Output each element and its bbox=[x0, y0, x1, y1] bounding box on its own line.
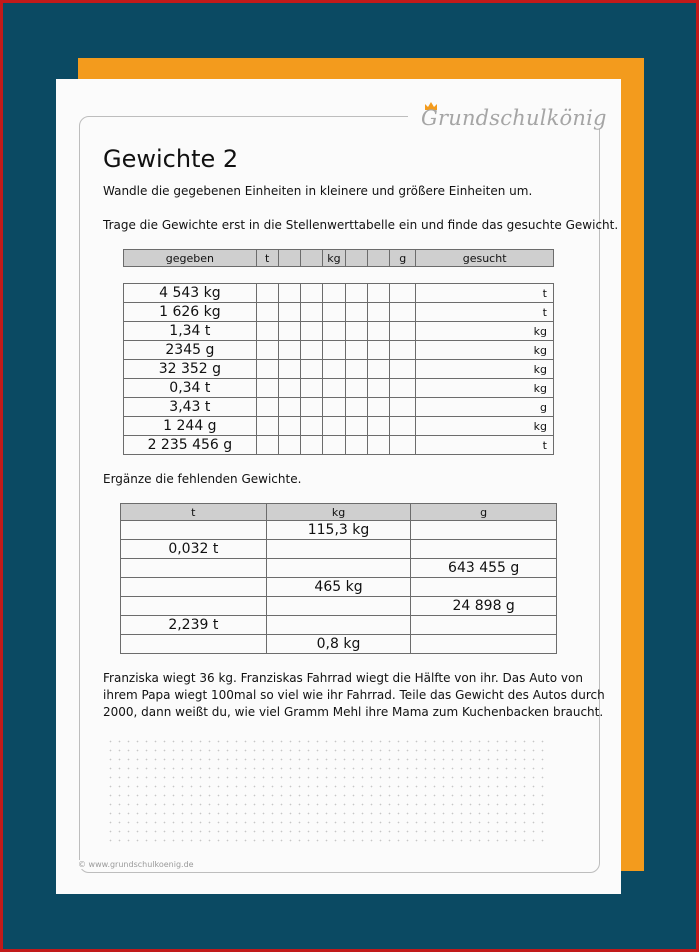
digit-cell[interactable] bbox=[368, 398, 390, 417]
sought-weight-cell[interactable]: t bbox=[416, 284, 554, 303]
digit-cell[interactable] bbox=[322, 322, 346, 341]
sought-weight-cell[interactable]: kg bbox=[416, 417, 554, 436]
digit-cell[interactable] bbox=[368, 379, 390, 398]
digit-cell[interactable] bbox=[390, 417, 416, 436]
digit-cell[interactable] bbox=[368, 322, 390, 341]
digit-cell[interactable] bbox=[256, 303, 278, 322]
place-value-header-cell bbox=[368, 250, 390, 267]
place-value-header-cell bbox=[346, 250, 368, 267]
missing-table-header-cell: g bbox=[411, 504, 557, 521]
sought-weight-cell[interactable]: g bbox=[416, 398, 554, 417]
answer-grid bbox=[106, 737, 546, 845]
given-weight: 2345 g bbox=[124, 341, 257, 360]
brand-logo: Grundschulkönig bbox=[421, 106, 607, 130]
weight-cell[interactable] bbox=[266, 559, 411, 578]
given-weight: 1,34 t bbox=[124, 322, 257, 341]
weight-cell[interactable] bbox=[266, 616, 411, 635]
digit-cell[interactable] bbox=[278, 284, 300, 303]
place-value-row bbox=[124, 284, 554, 303]
weight-cell: 2,239 t bbox=[121, 616, 267, 635]
instruction-place-value: Trage die Gewichte erst in die Stellenwerttabelle ein und finde das gesuchte Gewicht. bbox=[103, 218, 619, 232]
digit-cell[interactable] bbox=[322, 341, 346, 360]
weight-cell[interactable] bbox=[411, 578, 557, 597]
worksheet-page bbox=[56, 79, 621, 894]
missing-table-row bbox=[121, 521, 557, 540]
weight-cell: 465 kg bbox=[266, 578, 411, 597]
digit-cell[interactable] bbox=[278, 398, 300, 417]
place-value-table-header bbox=[123, 249, 554, 267]
digit-cell[interactable] bbox=[346, 341, 368, 360]
digit-cell[interactable] bbox=[346, 436, 368, 455]
digit-cell[interactable] bbox=[368, 436, 390, 455]
sought-weight-cell[interactable]: kg bbox=[416, 322, 554, 341]
weight-cell[interactable] bbox=[411, 521, 557, 540]
digit-cell[interactable] bbox=[322, 360, 346, 379]
digit-cell[interactable] bbox=[256, 436, 278, 455]
missing-table-row bbox=[121, 597, 557, 616]
digit-cell[interactable] bbox=[300, 322, 322, 341]
missing-table-row bbox=[121, 540, 557, 559]
place-value-header-cell bbox=[278, 250, 300, 267]
place-value-table bbox=[123, 283, 554, 455]
place-value-header-cell bbox=[300, 250, 322, 267]
digit-cell[interactable] bbox=[300, 360, 322, 379]
missing-table-row bbox=[121, 635, 557, 654]
weight-cell: 643 455 g bbox=[411, 559, 557, 578]
digit-cell[interactable] bbox=[322, 284, 346, 303]
weight-cell: 0,8 kg bbox=[266, 635, 411, 654]
missing-table-header-cell: t bbox=[121, 504, 267, 521]
digit-cell[interactable] bbox=[346, 284, 368, 303]
weight-cell: 0,032 t bbox=[121, 540, 267, 559]
place-value-row bbox=[124, 417, 554, 436]
digit-cell[interactable] bbox=[368, 417, 390, 436]
digit-cell[interactable] bbox=[390, 398, 416, 417]
digit-cell[interactable] bbox=[278, 322, 300, 341]
digit-cell[interactable] bbox=[390, 322, 416, 341]
missing-table-row bbox=[121, 578, 557, 597]
place-value-row bbox=[124, 398, 554, 417]
digit-cell[interactable] bbox=[278, 341, 300, 360]
weight-cell[interactable] bbox=[121, 597, 267, 616]
digit-cell[interactable] bbox=[256, 284, 278, 303]
digit-cell[interactable] bbox=[256, 417, 278, 436]
sought-weight-cell[interactable]: kg bbox=[416, 341, 554, 360]
digit-cell[interactable] bbox=[390, 341, 416, 360]
place-value-header-cell: gegeben bbox=[124, 250, 257, 267]
word-problem-line: 2000, dann weißt du, wie viel Gramm Mehl ihre Mama zum Kuchenbacken braucht. bbox=[103, 705, 604, 719]
place-value-row bbox=[124, 341, 554, 360]
digit-cell[interactable] bbox=[300, 436, 322, 455]
digit-cell[interactable] bbox=[390, 284, 416, 303]
digit-cell[interactable] bbox=[278, 360, 300, 379]
digit-cell[interactable] bbox=[322, 379, 346, 398]
footer-copyright: © www.grundschulkoenig.de bbox=[78, 860, 198, 869]
weight-cell[interactable] bbox=[121, 559, 267, 578]
word-problem-line: Franziska wiegt 36 kg. Franziskas Fahrrad wiegt die Hälfte von ihr. Das Auto von bbox=[103, 671, 583, 685]
digit-cell[interactable] bbox=[346, 322, 368, 341]
digit-cell[interactable] bbox=[322, 436, 346, 455]
missing-table-header-cell: kg bbox=[266, 504, 411, 521]
digit-cell[interactable] bbox=[368, 303, 390, 322]
place-value-header-cell: t bbox=[256, 250, 278, 267]
weight-cell[interactable] bbox=[121, 578, 267, 597]
word-problem bbox=[103, 670, 605, 721]
sought-weight-cell[interactable]: kg bbox=[416, 379, 554, 398]
digit-cell[interactable] bbox=[368, 284, 390, 303]
digit-cell[interactable] bbox=[278, 417, 300, 436]
digit-cell[interactable] bbox=[346, 398, 368, 417]
place-value-header-cell: gesucht bbox=[416, 250, 554, 267]
digit-cell[interactable] bbox=[300, 398, 322, 417]
weight-cell[interactable] bbox=[121, 521, 267, 540]
given-weight: 1 626 kg bbox=[124, 303, 257, 322]
place-value-row bbox=[124, 360, 554, 379]
digit-cell[interactable] bbox=[278, 379, 300, 398]
missing-table-row bbox=[121, 616, 557, 635]
digit-cell[interactable] bbox=[300, 417, 322, 436]
digit-cell[interactable] bbox=[368, 360, 390, 379]
digit-cell[interactable] bbox=[300, 379, 322, 398]
worksheet-title: Gewichte 2 bbox=[103, 145, 239, 173]
weight-cell: 24 898 g bbox=[411, 597, 557, 616]
digit-cell[interactable] bbox=[390, 436, 416, 455]
weight-cell[interactable] bbox=[121, 635, 267, 654]
digit-cell[interactable] bbox=[278, 303, 300, 322]
digit-cell[interactable] bbox=[322, 398, 346, 417]
digit-cell[interactable] bbox=[346, 379, 368, 398]
weight-cell[interactable] bbox=[411, 616, 557, 635]
digit-cell[interactable] bbox=[256, 398, 278, 417]
given-weight: 2 235 456 g bbox=[124, 436, 257, 455]
place-value-row bbox=[124, 379, 554, 398]
weight-cell[interactable] bbox=[411, 540, 557, 559]
digit-cell[interactable] bbox=[256, 360, 278, 379]
place-value-row bbox=[124, 436, 554, 455]
sought-weight-cell[interactable]: t bbox=[416, 436, 554, 455]
given-weight: 1 244 g bbox=[124, 417, 257, 436]
sought-weight-cell[interactable]: kg bbox=[416, 360, 554, 379]
digit-cell[interactable] bbox=[300, 303, 322, 322]
digit-cell[interactable] bbox=[390, 303, 416, 322]
given-weight: 32 352 g bbox=[124, 360, 257, 379]
missing-weights-table bbox=[120, 503, 557, 654]
digit-cell[interactable] bbox=[322, 303, 346, 322]
digit-cell[interactable] bbox=[322, 417, 346, 436]
digit-cell[interactable] bbox=[300, 341, 322, 360]
digit-cell[interactable] bbox=[300, 284, 322, 303]
instruction-missing: Ergänze die fehlenden Gewichte. bbox=[103, 472, 302, 486]
weight-cell[interactable] bbox=[411, 635, 557, 654]
missing-table-row bbox=[121, 559, 557, 578]
weight-cell[interactable] bbox=[266, 540, 411, 559]
digit-cell[interactable] bbox=[346, 417, 368, 436]
digit-cell[interactable] bbox=[368, 341, 390, 360]
digit-cell[interactable] bbox=[390, 379, 416, 398]
weight-cell: 115,3 kg bbox=[266, 521, 411, 540]
weight-cell[interactable] bbox=[266, 597, 411, 616]
digit-cell[interactable] bbox=[256, 322, 278, 341]
sought-weight-cell[interactable]: t bbox=[416, 303, 554, 322]
place-value-row bbox=[124, 322, 554, 341]
given-weight: 4 543 kg bbox=[124, 284, 257, 303]
place-value-header-cell: kg bbox=[322, 250, 346, 267]
instruction-convert: Wandle die gegebenen Einheiten in kleinere und größere Einheiten um. bbox=[103, 184, 533, 198]
digit-cell[interactable] bbox=[346, 303, 368, 322]
place-value-header-cell: g bbox=[390, 250, 416, 267]
word-problem-line: ihrem Papa wiegt 100mal so viel wie ihr Fahrrad. Teile das Gewicht des Autos durch bbox=[103, 688, 605, 702]
digit-cell[interactable] bbox=[346, 360, 368, 379]
digit-cell[interactable] bbox=[390, 360, 416, 379]
given-weight: 3,43 t bbox=[124, 398, 257, 417]
digit-cell[interactable] bbox=[278, 436, 300, 455]
digit-cell[interactable] bbox=[256, 341, 278, 360]
given-weight: 0,34 t bbox=[124, 379, 257, 398]
place-value-row bbox=[124, 303, 554, 322]
digit-cell[interactable] bbox=[256, 379, 278, 398]
